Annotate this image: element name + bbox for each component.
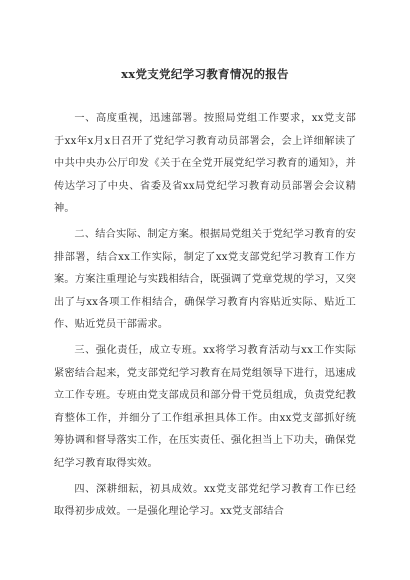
paragraph-2: 二、结合实际、制定方案。根据局党组关于党纪学习教育的安排部署，结合xx工作实际，制定了xx党支部党纪学习教育工作方案。方案注重理论与实践相结合，既强调了党章党规的学习，又突出了与xx各项工作相结合，确保学习教育内容贴近实际、贴近工作、贴近党员干部需求。 [54,228,356,331]
document-title: xx党支党纪学习教育情况的报告 [121,67,289,81]
paragraph-4: 四、深耕细耘，初具成效。xx党支部党纪学习教育工作已经取得初步成效。一是强化理论学习。xx党支部结合 [54,483,356,518]
paragraph-1: 一、高度重视，迅速部署。按照局党组工作要求，xx党支部于xx年x月x日召开了党纪学习教育动员部署会，会上详细解读了中共中央办公厅印发《关于在全党开展党纪学习教育的通知》，并传达学习了中央、省委及省xx局党纪学习教育动员部署会会议精神。 [54,113,356,215]
paragraph-3: 三、强化责任，成立专班。xx将学习教育活动与xx工作实际紧密结合起来，党支部党纪学习教育在局党组领导下进行，迅速成立工作专班。专班由党支部成员和部分骨干党员组成，负责党纪教育整体工作，并细分了工作组承担具体工作。由xx党支部抓好统筹协调和督导落实工作，在压实责任、强化担当上下功夫，确保党纪学习教育取得实效。 [54,344,356,469]
